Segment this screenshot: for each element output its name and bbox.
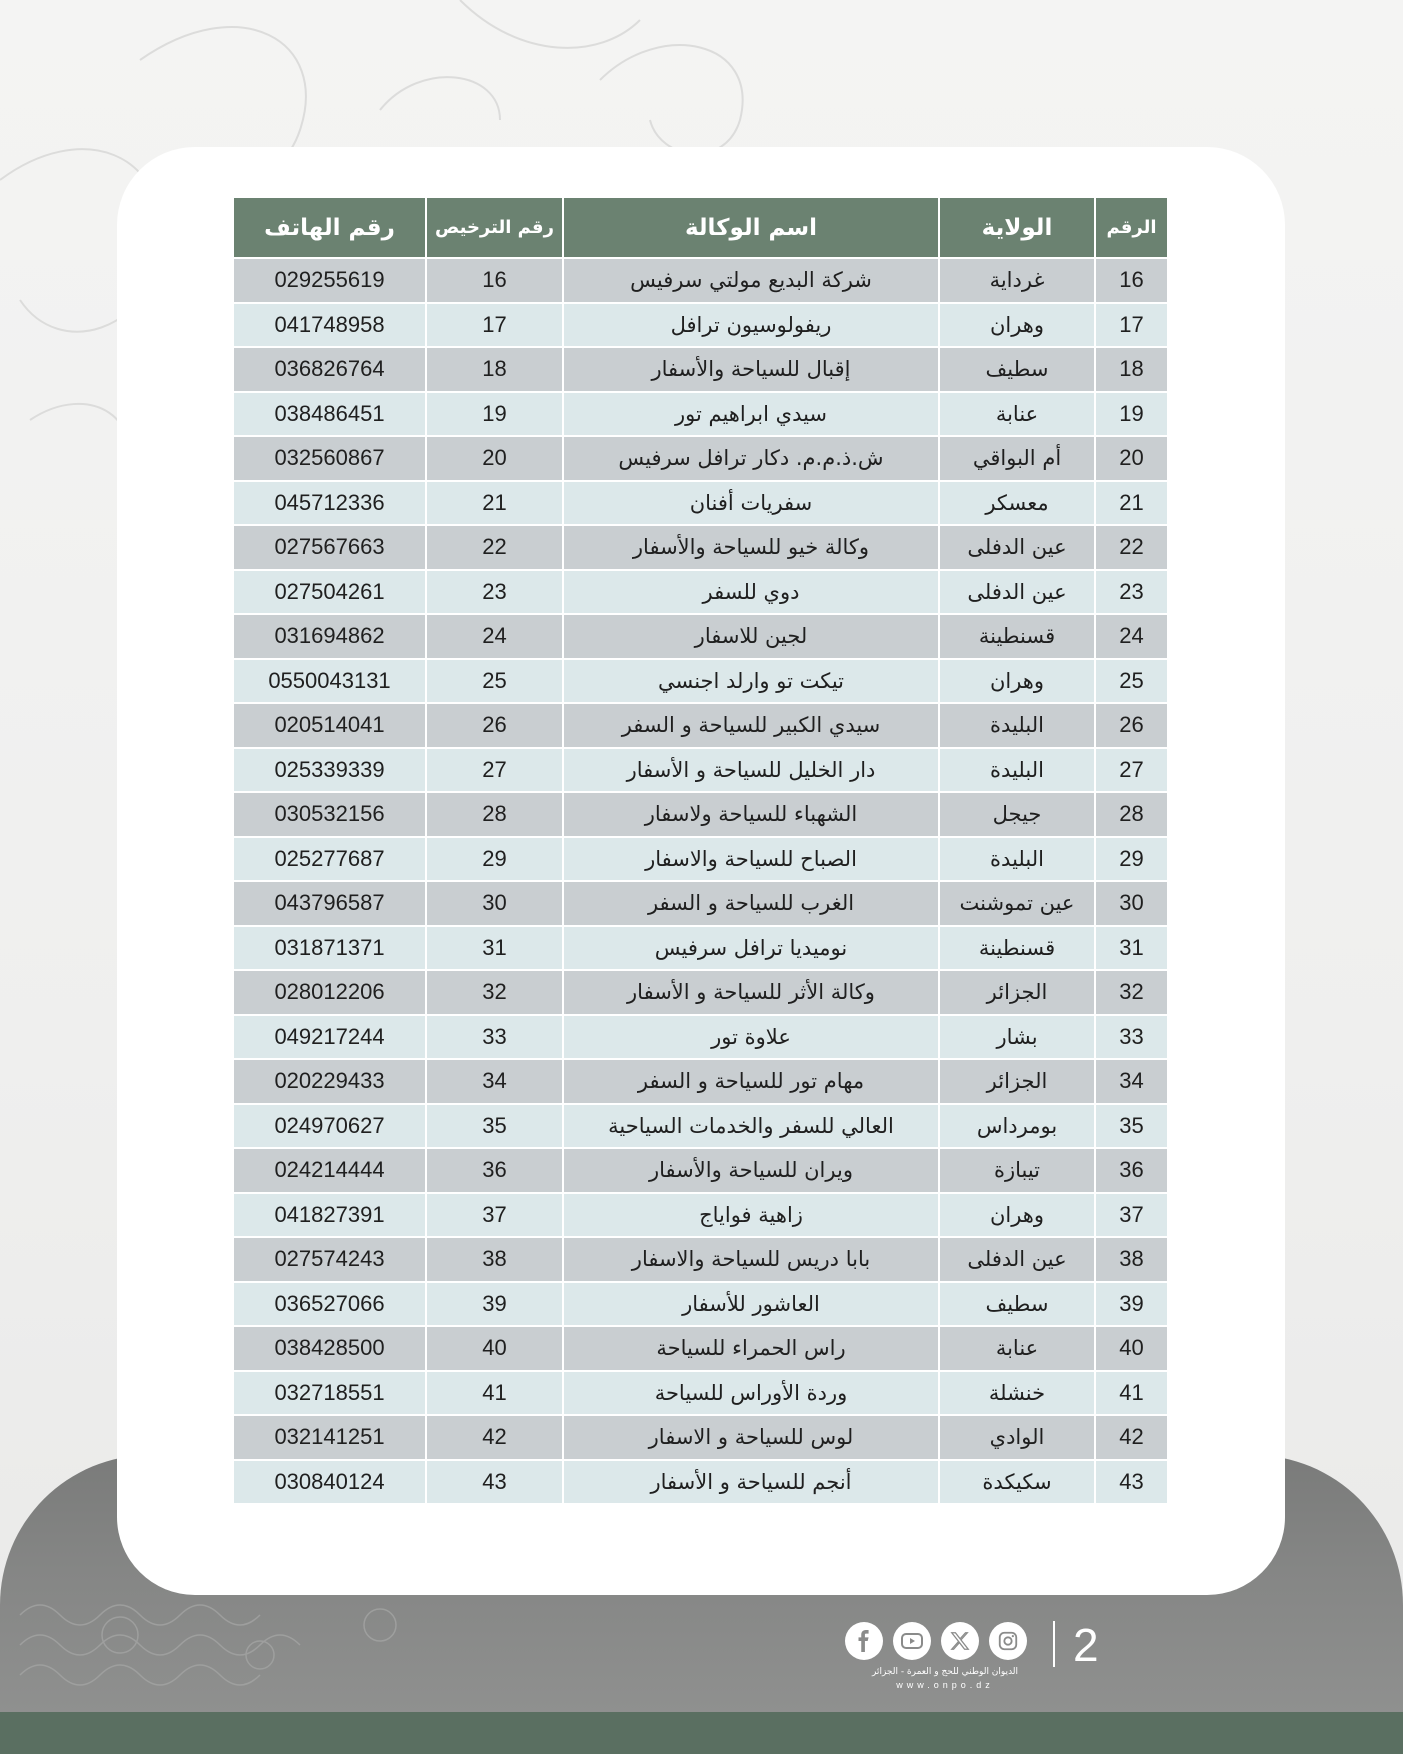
cell-agency-name: راس الحمراء للسياحة <box>564 1327 938 1370</box>
cell-agency-name: نوميديا ترافل سرفيس <box>564 927 938 970</box>
cell-wilaya: البليدة <box>940 838 1094 881</box>
cell-index: 43 <box>1096 1461 1167 1504</box>
table-row <box>234 1238 1167 1281</box>
cell-agency-name: دار الخليل للسياحة و الأسفار <box>564 749 938 792</box>
cell-license-number: 25 <box>427 660 562 703</box>
table-row <box>234 749 1167 792</box>
table-row <box>234 1416 1167 1459</box>
mosaic-pattern <box>0 1575 700 1712</box>
cell-phone: 020514041 <box>234 704 425 747</box>
cell-license-number: 27 <box>427 749 562 792</box>
cell-index: 23 <box>1096 571 1167 614</box>
cell-index: 21 <box>1096 482 1167 525</box>
cell-license-number: 28 <box>427 793 562 836</box>
cell-phone: 032560867 <box>234 437 425 480</box>
cell-license-number: 42 <box>427 1416 562 1459</box>
table-row <box>234 882 1167 925</box>
cell-agency-name: سيدي الكبير للسياحة و السفر <box>564 704 938 747</box>
table-row <box>234 615 1167 658</box>
table-row <box>234 482 1167 525</box>
cell-agency-name: دوي للسفر <box>564 571 938 614</box>
cell-phone: 024970627 <box>234 1105 425 1148</box>
cell-index: 30 <box>1096 882 1167 925</box>
cell-wilaya: وهران <box>940 304 1094 347</box>
cell-agency-name: وكالة الأثر للسياحة و الأسفار <box>564 971 938 1014</box>
cell-license-number: 18 <box>427 348 562 391</box>
cell-wilaya: سكيكدة <box>940 1461 1094 1504</box>
cell-index: 20 <box>1096 437 1167 480</box>
cell-phone: 024214444 <box>234 1149 425 1192</box>
cell-agency-name: بابا دريس للسياحة والاسفار <box>564 1238 938 1281</box>
cell-phone: 0550043131 <box>234 660 425 703</box>
table-row <box>234 660 1167 703</box>
cell-phone: 041748958 <box>234 304 425 347</box>
table-row <box>234 1149 1167 1192</box>
cell-license-number: 32 <box>427 971 562 1014</box>
cell-index: 31 <box>1096 927 1167 970</box>
cell-index: 38 <box>1096 1238 1167 1281</box>
cell-agency-name: الشهباء للسياحة ولاسفار <box>564 793 938 836</box>
cell-agency-name: الصباح للسياحة والاسفار <box>564 838 938 881</box>
cell-wilaya: أم البواقي <box>940 437 1094 480</box>
cell-index: 35 <box>1096 1105 1167 1148</box>
cell-agency-name: ريفولوسيون ترافل <box>564 304 938 347</box>
cell-wilaya: قسنطينة <box>940 927 1094 970</box>
cell-phone: 025339339 <box>234 749 425 792</box>
cell-wilaya: الجزائر <box>940 1060 1094 1103</box>
cell-phone: 045712336 <box>234 482 425 525</box>
cell-index: 18 <box>1096 348 1167 391</box>
cell-wilaya: معسكر <box>940 482 1094 525</box>
cell-agency-name: زاهية فواياج <box>564 1194 938 1237</box>
table-row <box>234 1461 1167 1504</box>
instagram-icon[interactable] <box>989 1622 1027 1660</box>
cell-agency-name: شركة البديع مولتي سرفيس <box>564 259 938 302</box>
bottom-strip <box>0 1712 1403 1754</box>
table-body <box>234 259 1167 1503</box>
footer <box>845 1617 1105 1717</box>
cell-license-number: 17 <box>427 304 562 347</box>
cell-wilaya: غرداية <box>940 259 1094 302</box>
cell-phone: 036527066 <box>234 1283 425 1326</box>
cell-index: 32 <box>1096 971 1167 1014</box>
cell-phone: 028012206 <box>234 971 425 1014</box>
cell-license-number: 41 <box>427 1372 562 1415</box>
header-index: الرقم <box>1096 198 1167 257</box>
cell-index: 41 <box>1096 1372 1167 1415</box>
cell-wilaya: الجزائر <box>940 971 1094 1014</box>
cell-index: 24 <box>1096 615 1167 658</box>
x-icon[interactable] <box>941 1622 979 1660</box>
table-row <box>234 1372 1167 1415</box>
cell-wilaya: عين الدفلى <box>940 526 1094 569</box>
table-row <box>234 304 1167 347</box>
cell-phone: 038428500 <box>234 1327 425 1370</box>
table-row <box>234 793 1167 836</box>
cell-phone: 030840124 <box>234 1461 425 1504</box>
cell-license-number: 29 <box>427 838 562 881</box>
cell-agency-name: سفريات أفنان <box>564 482 938 525</box>
cell-index: 16 <box>1096 259 1167 302</box>
cell-phone: 049217244 <box>234 1016 425 1059</box>
cell-wilaya: بومرداس <box>940 1105 1094 1148</box>
cell-index: 17 <box>1096 304 1167 347</box>
header-license-number: رقم الترخيص <box>427 198 562 257</box>
cell-phone: 038486451 <box>234 393 425 436</box>
social-icons <box>845 1622 1027 1660</box>
cell-agency-name: العاشور للأسفار <box>564 1283 938 1326</box>
cell-index: 40 <box>1096 1327 1167 1370</box>
cell-license-number: 35 <box>427 1105 562 1148</box>
cell-wilaya: وهران <box>940 660 1094 703</box>
table-row <box>234 1016 1167 1059</box>
cell-phone: 027574243 <box>234 1238 425 1281</box>
cell-license-number: 37 <box>427 1194 562 1237</box>
cell-phone: 029255619 <box>234 259 425 302</box>
header-agency-name: اسم الوكالة <box>564 198 938 257</box>
cell-wilaya: عين الدفلى <box>940 571 1094 614</box>
cell-phone: 030532156 <box>234 793 425 836</box>
cell-wilaya: سطيف <box>940 1283 1094 1326</box>
cell-index: 42 <box>1096 1416 1167 1459</box>
cell-license-number: 40 <box>427 1327 562 1370</box>
cell-phone: 043796587 <box>234 882 425 925</box>
cell-index: 36 <box>1096 1149 1167 1192</box>
cell-wilaya: عين تموشنت <box>940 882 1094 925</box>
table-header-row <box>234 198 1167 257</box>
cell-index: 34 <box>1096 1060 1167 1103</box>
cell-agency-name: ش.ذ.م.م. دكار ترافل سرفيس <box>564 437 938 480</box>
cell-agency-name: تيكت تو وارلد اجنسي <box>564 660 938 703</box>
table-row <box>234 1194 1167 1237</box>
cell-license-number: 23 <box>427 571 562 614</box>
cell-agency-name: وردة الأوراس للسياحة <box>564 1372 938 1415</box>
cell-phone: 025277687 <box>234 838 425 881</box>
cell-index: 19 <box>1096 393 1167 436</box>
cell-wilaya: خنشلة <box>940 1372 1094 1415</box>
youtube-icon[interactable] <box>893 1622 931 1660</box>
cell-wilaya: عين الدفلى <box>940 1238 1094 1281</box>
table-row <box>234 1327 1167 1370</box>
cell-phone: 031694862 <box>234 615 425 658</box>
cell-phone: 031871371 <box>234 927 425 970</box>
cell-license-number: 34 <box>427 1060 562 1103</box>
table-row <box>234 704 1167 747</box>
agencies-table <box>232 196 1169 1505</box>
cell-license-number: 36 <box>427 1149 562 1192</box>
cell-wilaya: وهران <box>940 1194 1094 1237</box>
facebook-icon[interactable] <box>845 1622 883 1660</box>
cell-index: 26 <box>1096 704 1167 747</box>
cell-license-number: 22 <box>427 526 562 569</box>
table-row <box>234 526 1167 569</box>
website-link[interactable]: www.onpo.dz <box>896 1680 994 1690</box>
cell-license-number: 19 <box>427 393 562 436</box>
cell-phone: 036826764 <box>234 348 425 391</box>
header-wilaya: الولاية <box>940 198 1094 257</box>
cell-wilaya: الوادي <box>940 1416 1094 1459</box>
table-row <box>234 437 1167 480</box>
cell-wilaya: عنابة <box>940 1327 1094 1370</box>
table-row <box>234 348 1167 391</box>
page-number: 2 <box>1073 1619 1099 1671</box>
cell-phone: 027504261 <box>234 571 425 614</box>
cell-wilaya: جيجل <box>940 793 1094 836</box>
cell-license-number: 43 <box>427 1461 562 1504</box>
cell-phone: 032141251 <box>234 1416 425 1459</box>
cell-license-number: 26 <box>427 704 562 747</box>
cell-wilaya: قسنطينة <box>940 615 1094 658</box>
cell-index: 33 <box>1096 1016 1167 1059</box>
table-row <box>234 1105 1167 1148</box>
cell-license-number: 20 <box>427 437 562 480</box>
table-row <box>234 1060 1167 1103</box>
cell-index: 22 <box>1096 526 1167 569</box>
cell-wilaya: تيبازة <box>940 1149 1094 1192</box>
cell-agency-name: إقبال للسياحة والأسفار <box>564 348 938 391</box>
header-phone: رقم الهاتف <box>234 198 425 257</box>
cell-index: 25 <box>1096 660 1167 703</box>
cell-index: 39 <box>1096 1283 1167 1326</box>
cell-license-number: 30 <box>427 882 562 925</box>
cell-license-number: 21 <box>427 482 562 525</box>
cell-agency-name: علاوة تور <box>564 1016 938 1059</box>
cell-agency-name: مهام تور للسياحة و السفر <box>564 1060 938 1103</box>
table-row <box>234 393 1167 436</box>
table-row <box>234 971 1167 1014</box>
cell-wilaya: البليدة <box>940 704 1094 747</box>
table-row <box>234 259 1167 302</box>
cell-index: 37 <box>1096 1194 1167 1237</box>
cell-agency-name: لجين للاسفار <box>564 615 938 658</box>
cell-license-number: 38 <box>427 1238 562 1281</box>
cell-agency-name: أنجم للسياحة و الأسفار <box>564 1461 938 1504</box>
cell-phone: 020229433 <box>234 1060 425 1103</box>
cell-phone: 032718551 <box>234 1372 425 1415</box>
cell-index: 27 <box>1096 749 1167 792</box>
cell-license-number: 39 <box>427 1283 562 1326</box>
cell-license-number: 31 <box>427 927 562 970</box>
cell-license-number: 16 <box>427 259 562 302</box>
cell-agency-name: سيدي ابراهيم تور <box>564 393 938 436</box>
cell-index: 28 <box>1096 793 1167 836</box>
table-row <box>234 838 1167 881</box>
cell-wilaya: بشار <box>940 1016 1094 1059</box>
cell-agency-name: وكالة خيو للسياحة والأسفار <box>564 526 938 569</box>
cell-wilaya: البليدة <box>940 749 1094 792</box>
cell-agency-name: لوس للسياحة و الاسفار <box>564 1416 938 1459</box>
cell-phone: 041827391 <box>234 1194 425 1237</box>
cell-wilaya: سطيف <box>940 348 1094 391</box>
table-row <box>234 1283 1167 1326</box>
cell-agency-name: العالي للسفر والخدمات السياحية <box>564 1105 938 1148</box>
cell-license-number: 33 <box>427 1016 562 1059</box>
footer-divider <box>1053 1621 1055 1667</box>
cell-agency-name: ويران للسياحة والأسفار <box>564 1149 938 1192</box>
organization-name: الديوان الوطني للحج و العمرة - الجزائر <box>871 1667 1019 1677</box>
cell-phone: 027567663 <box>234 526 425 569</box>
cell-wilaya: عنابة <box>940 393 1094 436</box>
table-row <box>234 927 1167 970</box>
cell-index: 29 <box>1096 838 1167 881</box>
table-row <box>234 571 1167 614</box>
cell-license-number: 24 <box>427 615 562 658</box>
cell-agency-name: الغرب للسياحة و السفر <box>564 882 938 925</box>
